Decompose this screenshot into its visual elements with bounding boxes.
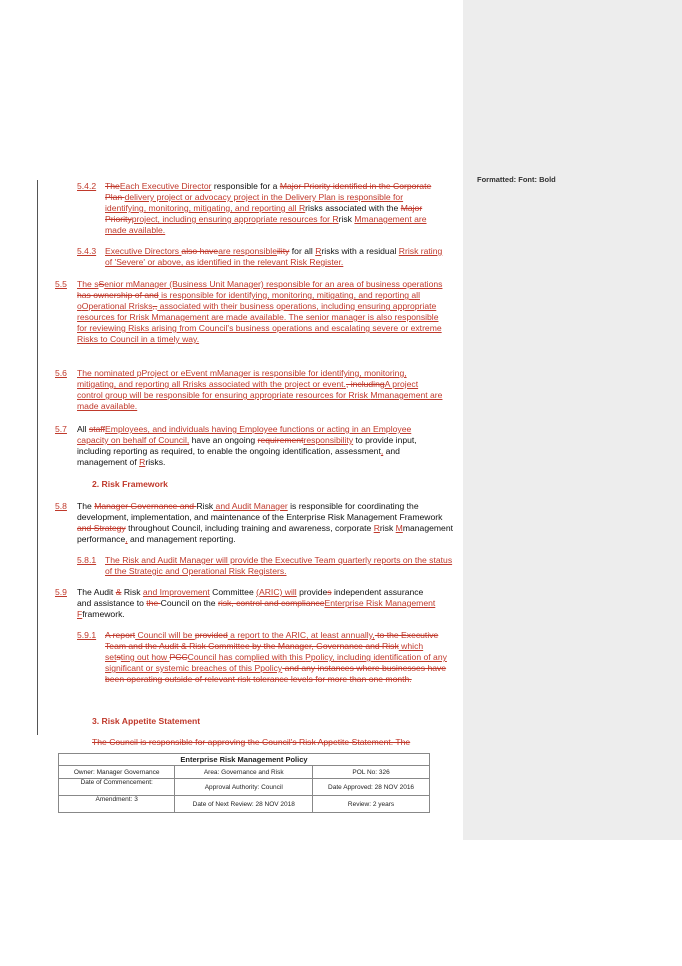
- footer-authority: Approval Authority: Council: [175, 779, 313, 796]
- deleted-text: Major Priority identified in the Corporate Plan: [105, 181, 432, 202]
- deleted-text: ,,: [152, 301, 158, 311]
- inserted-text: a report to the ARIC, at least annually: [227, 630, 373, 640]
- inserted-text: which set: [105, 641, 424, 662]
- inserted-text: enior m: [104, 279, 133, 289]
- text-run: throughout Council, including training and awareness, corporate: [125, 523, 374, 533]
- text-run: Risk: [121, 587, 143, 597]
- inserted-text: Event m: [185, 368, 217, 378]
- inserted-text: M: [395, 523, 403, 533]
- section-number: 5.9: [55, 587, 67, 597]
- deleted-text: &: [115, 587, 122, 597]
- section-5-8-1: [105, 555, 455, 577]
- text-run: risks with a residual: [321, 246, 399, 256]
- inserted-text: management are made available.: [158, 312, 289, 322]
- inserted-text: is responsible for identifying, monitoring, mitigating, and reporting all o: [77, 290, 420, 311]
- inserted-text: delivery project or advocacy project in the Delivery Plan: [124, 192, 336, 202]
- inserted-text: perational: [88, 301, 129, 311]
- inserted-text: management are made available.: [105, 214, 427, 235]
- text-run: have an ongoing: [189, 435, 258, 445]
- text-run: framework.: [82, 609, 125, 619]
- inserted-text: ,: [125, 534, 128, 544]
- text-run: independent assurance and assistance to: [77, 587, 424, 608]
- inserted-text: anager (Business Unit Manager): [140, 279, 264, 289]
- deleted-text: s: [327, 587, 332, 597]
- deleted-text: risk, control and compliance: [217, 598, 325, 608]
- deleted-text: s: [116, 652, 121, 662]
- footer-approved: Date Approved: 28 NOV 2016: [313, 779, 430, 796]
- inserted-text: policy: [260, 663, 283, 673]
- inserted-text: R: [182, 379, 189, 389]
- inserted-text: associated with their business operations, including ensuring appropriate resources for: [77, 301, 437, 322]
- section-5-9: [77, 587, 437, 620]
- inserted-text: Each Executive Director: [119, 181, 212, 191]
- inserted-text: project: [131, 214, 158, 224]
- section-number: 5.4.3: [77, 246, 97, 256]
- deleted-text: A report: [105, 630, 136, 640]
- inserted-text: A project control group will be responsible for ensuring appropriate resources for: [77, 379, 419, 400]
- footer-commencement: Date of Commencement:: [59, 779, 175, 796]
- footer-table: [58, 753, 430, 813]
- heading-risk-appetite: 3. Risk Appetite Statement: [92, 716, 201, 726]
- inserted-text: ,: [372, 630, 375, 640]
- change-bar: [37, 180, 38, 735]
- text-run: All: [77, 424, 89, 434]
- inserted-text: risks associated with the project or event.: [188, 379, 346, 389]
- deleted-text: , including: [345, 379, 385, 389]
- inserted-text: The Risk and Audit Manager will provide the Executive Team quarterly reports on the status of the Strategic and Operational Risk Registers.: [105, 555, 453, 576]
- deleted-text: and any instances where businesses have been operating outside of relevant risk tolerance levels for more than one month.: [105, 663, 447, 684]
- section-5-4-2: [105, 181, 445, 236]
- inserted-text: R: [348, 390, 355, 400]
- inserted-text: Council will be: [135, 630, 195, 640]
- text-run: responsible for a: [211, 181, 280, 191]
- inserted-text: M: [354, 214, 362, 224]
- deleted-text: requirement: [257, 435, 304, 445]
- text-run: for all: [289, 246, 316, 256]
- inserted-text: has complied with this: [216, 652, 306, 662]
- text-run: Committee: [209, 587, 257, 597]
- inserted-text: , including ensuring appropriate resources for: [157, 214, 333, 224]
- inserted-text: R: [332, 214, 339, 224]
- section-number: 5.4.2: [77, 181, 97, 191]
- text-run: to provide input, including reporting as required, to enable the ongoing identification, assessment: [77, 435, 417, 456]
- inserted-text: are responsible: [218, 246, 277, 256]
- footer-amendment: Amendment: 3: [59, 796, 175, 813]
- inserted-text: The s: [77, 279, 99, 289]
- footer-review: Review: 2 years: [313, 796, 430, 813]
- inserted-text: R: [298, 203, 306, 213]
- text-run: risk: [338, 214, 355, 224]
- inserted-text: O: [81, 301, 89, 311]
- deleted-text: also have: [181, 246, 219, 256]
- inserted-text: responsibility: [303, 435, 354, 445]
- footer-area: Area: Governance and Risk: [175, 766, 313, 779]
- text-run: management performance: [77, 523, 454, 544]
- inserted-text: P: [254, 663, 261, 673]
- inserted-text: and Audit Manager: [213, 501, 288, 511]
- deleted-text: Major Priority: [105, 203, 423, 224]
- section-number: 5.9.1: [77, 630, 97, 640]
- inserted-text: F: [77, 609, 83, 619]
- inserted-text: Manager is responsible for identifying, monitoring, mitigating, and reporting all: [77, 368, 407, 389]
- text-run: is responsible for coordinating the development, implementation, and maintenance of the Enterprise Risk Management Framework: [77, 501, 443, 522]
- inserted-text: The senior manager is also responsible for reviewing Risks arising from Council's business operations and escalating severe or extreme Risks to Council in a timely way.: [77, 312, 442, 344]
- section-5-6: [77, 368, 445, 412]
- section-number: 5.6: [55, 368, 67, 378]
- text-run: Council on the: [160, 598, 218, 608]
- inserted-text: P: [305, 652, 311, 662]
- inserted-text: R: [139, 457, 146, 467]
- inserted-text: R: [315, 246, 322, 256]
- inserted-text: ting out how: [120, 652, 170, 662]
- inserted-text: M: [151, 312, 159, 322]
- section-number: 5.8: [55, 501, 67, 511]
- inserted-text: ,: [380, 446, 384, 456]
- appetite-text: The Council is responsible for approving the Council's Risk Appetite Statement. The: [92, 737, 411, 747]
- text-run: risk: [379, 523, 396, 533]
- deleted-text: S: [98, 279, 105, 289]
- inserted-text: R: [398, 246, 406, 256]
- inserted-text: Employees, and individuals having Employee functions or acting in an Employee capacity on behalf of Council,: [77, 424, 412, 445]
- text-run: risks associated with the: [305, 203, 401, 213]
- inserted-text: management are made available.: [77, 390, 443, 411]
- footer-next-review: Date of Next Review: 28 NOV 2018: [175, 796, 313, 813]
- inserted-text: policy, including identification of any significant or systemic breaches of this: [105, 652, 447, 673]
- deleted-text: PCC: [169, 652, 188, 662]
- deleted-text: The: [105, 181, 120, 191]
- inserted-text: (ARIC): [256, 587, 283, 597]
- deleted-text: and Strategy: [77, 523, 126, 533]
- deleted-text: the: [146, 598, 161, 608]
- deleted-text: has ownership of and: [77, 290, 159, 300]
- section-5-8: [77, 501, 453, 545]
- text-run: risks.: [145, 457, 166, 467]
- deleted-text: Manager Governance and: [94, 501, 197, 511]
- footer-owner: Owner: Manager Governance: [59, 766, 175, 779]
- text-run: and management of: [77, 446, 400, 467]
- inserted-text: The nominated p: [77, 368, 142, 378]
- text-run: and management reporting.: [127, 534, 236, 544]
- inserted-text: Project or e: [141, 368, 186, 378]
- inserted-text: and Improvement: [142, 587, 210, 597]
- deleted-text: ility: [276, 246, 290, 256]
- inserted-text: is responsible for identifying, monitoring, mitigating, and reporting all: [105, 192, 404, 213]
- footer-title: Enterprise Risk Management Policy: [59, 754, 430, 766]
- section-number: 5.5: [55, 279, 67, 289]
- text-run: The Audit: [77, 587, 116, 597]
- inserted-text: M: [370, 390, 378, 400]
- inserted-text: risk: [354, 390, 371, 400]
- section-5-9-1: [105, 630, 455, 685]
- inserted-text: R: [373, 523, 380, 533]
- inserted-text: risks: [134, 301, 153, 311]
- inserted-text: responsible for an area of business operations: [263, 279, 443, 289]
- section-5-4-3: [105, 246, 445, 268]
- inserted-text: R: [128, 301, 135, 311]
- inserted-text: Council: [187, 652, 217, 662]
- section-number: 5.7: [55, 424, 67, 434]
- deleted-text: provided: [194, 630, 228, 640]
- text-run: The: [77, 501, 95, 511]
- text-run: Risk: [196, 501, 214, 511]
- inserted-text: Executive Directors: [105, 246, 182, 256]
- heading-risk-framework: 2. Risk Framework: [92, 479, 168, 489]
- inserted-text: R: [129, 312, 136, 322]
- inserted-text: M: [132, 279, 141, 289]
- comment-label: Formatted: Font: Bold: [477, 175, 556, 184]
- text-run: provide: [296, 587, 328, 597]
- inserted-text: Enterprise Risk Management: [324, 598, 436, 608]
- section-number: 5.8.1: [77, 555, 97, 565]
- inserted-text: risk: [135, 312, 152, 322]
- deleted-text: staff: [88, 424, 106, 434]
- comment-pane: [463, 0, 682, 840]
- inserted-text: risk rating of 'Severe' or above, as identified in the relevant Risk Register.: [105, 246, 443, 267]
- inserted-text: will: [282, 587, 297, 597]
- deleted-text: to the Executive Team and the Audit & Risk Committee by the Manager, Governance and Risk: [105, 630, 439, 651]
- section-5-7: [77, 424, 445, 468]
- footer-pol: POL No: 326: [313, 766, 430, 779]
- section-5-5: [77, 279, 445, 345]
